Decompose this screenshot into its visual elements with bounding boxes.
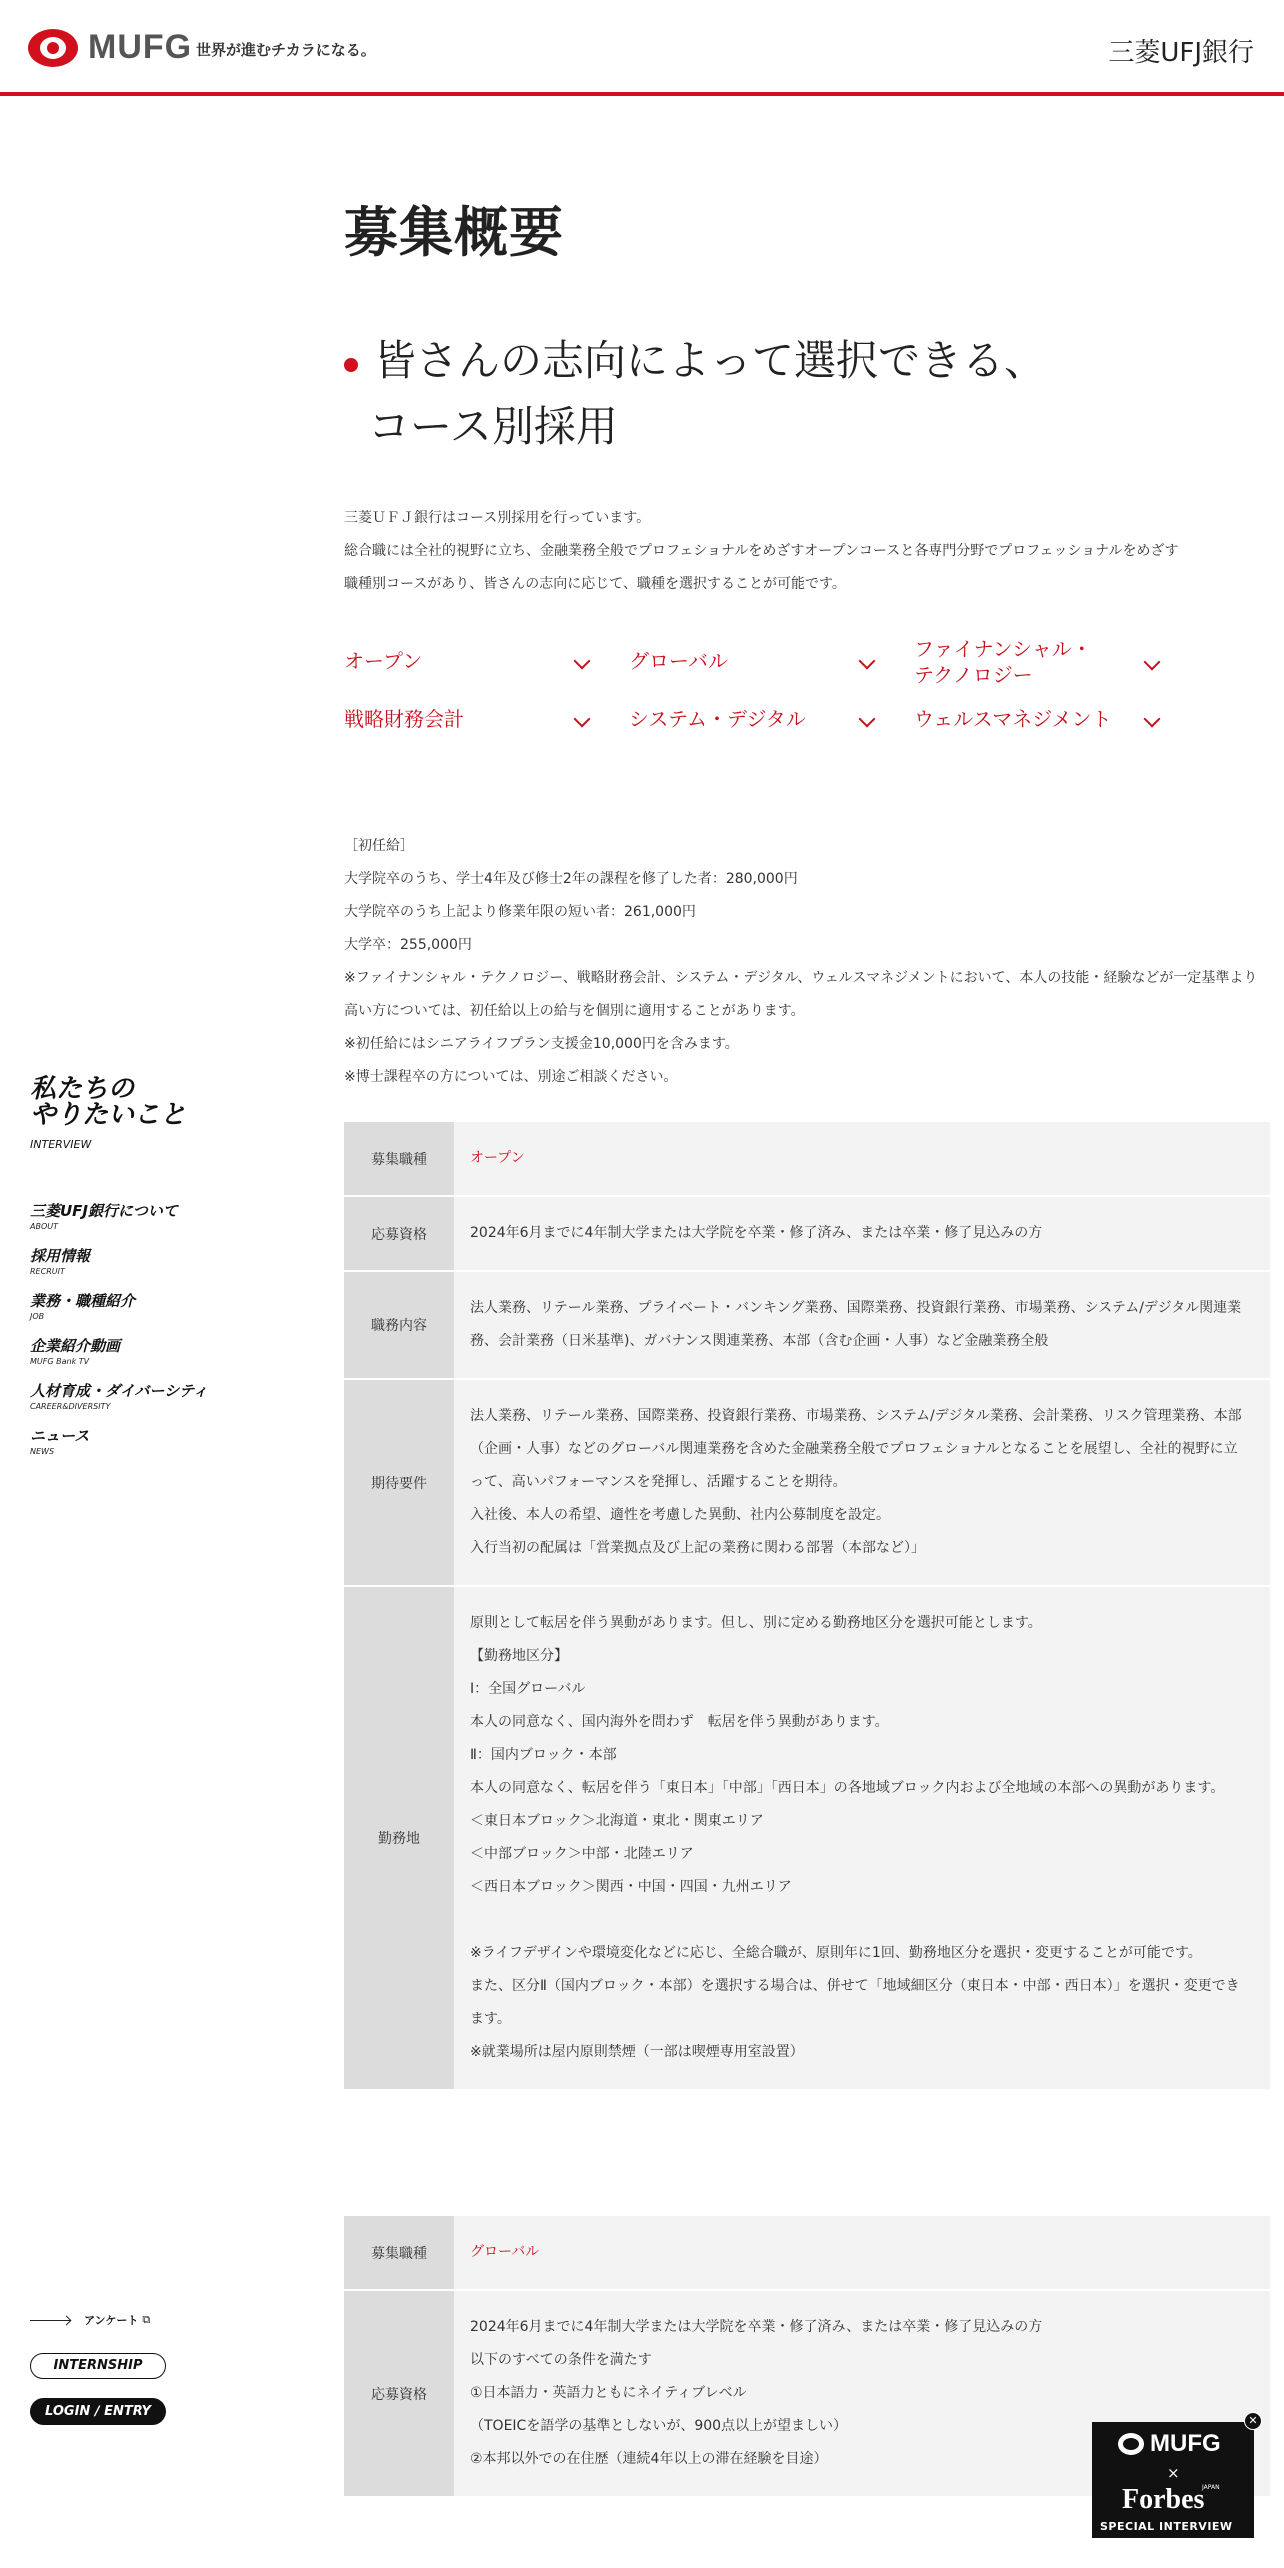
sidebar-item-sublabel: NEWS	[30, 1447, 55, 1456]
table-value-line: グローバル	[470, 2244, 540, 2260]
table-row	[344, 1587, 1270, 2089]
table-value-line	[470, 1904, 1254, 1937]
salary-line: ［初任給］	[344, 838, 414, 854]
table-value-line: 本人の同意なく、転居を伴う「東日本」「中部」「西日本」の各地域ブロック内および全地域の本部への異動があります。	[470, 1780, 1225, 1796]
sidebar-item-label: 三菱UFJ銀行について	[30, 1202, 178, 1220]
sidebar-item-label: 人材育成・ダイバーシティ	[30, 1382, 208, 1400]
table-header-cell: 募集職種	[344, 2216, 454, 2289]
banner-japan: JAPAN	[1202, 2484, 1220, 2491]
table-row	[344, 1380, 1270, 1587]
course-label: オープン	[344, 649, 423, 673]
banner-mufg-logo	[1118, 2430, 1221, 2458]
sidebar-item-recruit[interactable]	[30, 1245, 208, 1276]
sidebar-item-sublabel: CAREER&DIVERSITY	[30, 1402, 111, 1411]
course-link[interactable]	[914, 706, 1164, 732]
table-value-line: Ⅱ：国内ブロック・本部	[470, 1747, 617, 1763]
intro-line: 職種別コースがあり、皆さんの志向に応じて、職種を選択することが可能です。	[344, 576, 846, 592]
site-header	[0, 0, 1284, 96]
table-value-cell	[454, 1380, 1270, 1585]
course-link[interactable]	[914, 636, 1164, 688]
forbes-interview-banner[interactable]	[1092, 2422, 1254, 2538]
sidebar-item-mufg-bank-tv[interactable]	[30, 1335, 208, 1366]
table-value-line: 2024年6月までに4年制大学または大学院を卒業・修了済み、または卒業・修了見込みの方	[470, 2319, 1043, 2335]
table-value-line: ※ライフデザインや環境変化などに応じ、全総合職が、原則年に1回、勤務地区分を選択・変更することが可能です。	[470, 1945, 1202, 1961]
table-value-line: ＜西日本ブロック＞関西・中国・四国・九州エリア	[470, 1879, 792, 1895]
chevron-down-icon	[859, 711, 876, 728]
banner-times: ×	[1167, 2464, 1180, 2482]
sidebar-title-line: 私たちの	[30, 1074, 135, 1104]
sidebar-item-sublabel: ABOUT	[30, 1222, 58, 1231]
bullet-dot-icon	[344, 358, 358, 372]
mufg-circle-icon	[1118, 2433, 1144, 2455]
login-entry-button[interactable]: LOGIN ∕ ENTRY	[30, 2398, 166, 2425]
section-title-line-2: コース別採用	[368, 402, 618, 451]
tagline: 世界が進むチカラになる。	[196, 41, 376, 59]
intro-line: 三菱ＵＦＪ銀行はコース別採用を行っています。	[344, 510, 651, 526]
bank-name-link[interactable]: 三菱UFJ銀行	[1108, 38, 1254, 68]
survey-label: アンケート	[84, 2314, 139, 2327]
table-value-line: （企画・人事）などのグローバル関連業務を含めた金融業務全般でプロフェショナルとなることを展望し、全社的視野に立	[470, 1441, 1238, 1457]
table-value-cell	[454, 1587, 1270, 2089]
table-value-cell	[454, 1272, 1270, 1378]
internship-button[interactable]: INTERNSHIP	[30, 2353, 166, 2379]
survey-link[interactable]	[30, 2312, 150, 2328]
banner-mufg-text: MUFG	[1150, 2430, 1221, 2457]
table-value-line: ①日本語力・英語力ともにネイティブレベル	[470, 2385, 747, 2401]
table-value-line: って、高いパフォーマンスを発揮し、活躍することを期待。	[470, 1474, 847, 1490]
salary-line: 高い方については、初任給以上の給与を個別に適用することがあります。	[344, 1003, 805, 1019]
course-link[interactable]	[629, 648, 879, 674]
course-link[interactable]	[629, 706, 879, 732]
salary-line: 大学卒：255,000円	[344, 937, 472, 953]
table-value-line: 以下のすべての条件を満たす	[470, 2352, 652, 2368]
sidebar-title-line: やりたいこと	[30, 1100, 187, 1130]
table-value-line: 務、会計業務（日米基準)、ガバナンス関連業務、本部（含む企画・人事）など金融業務全般	[470, 1333, 1049, 1349]
sidebar-item-sublabel: MUFG Bank TV	[30, 1357, 90, 1366]
sidebar-item-sublabel: RECRUIT	[30, 1267, 65, 1276]
mufg-logo-mark-icon	[28, 29, 78, 67]
table-row	[344, 2216, 1270, 2291]
sidebar-item-job[interactable]	[30, 1290, 208, 1321]
table-value-line: ※就業場所は屋内原則禁煙（一部は喫煙専用室設置）	[470, 2044, 804, 2060]
table-value-line: 原則として転居を伴う異動があります。但し、別に定める勤務地区分を選択可能とします。	[470, 1615, 1042, 1631]
salary-line: ※初任給にはシニアライフプラン支援金10,000円を含みます。	[344, 1036, 739, 1052]
course-link[interactable]	[344, 648, 594, 674]
salary-line: ※ファイナンシャル・テクノロジー、戦略財務会計、システム・デジタル、ウェルスマネジメントにおいて、本人の技能・経験などが一定基準より	[344, 970, 1258, 986]
table-header-cell: 期待要件	[344, 1380, 454, 1585]
table-value-line: ②本邦以外での在住歴（連続4年以上の滞在経験を目途）	[470, 2451, 828, 2467]
table-value-cell[interactable]	[454, 1122, 1270, 1195]
sidebar-item-label: 業務・職種紹介	[30, 1292, 136, 1310]
table-header-cell: 募集職種	[344, 1122, 454, 1195]
sidebar-item-career-diversity[interactable]	[30, 1380, 208, 1411]
table-value-line: 【勤務地区分】	[470, 1648, 568, 1664]
table-value-line: 法人業務、リテール業務、プライベート・バンキング業務、国際業務、投資銀行業務、市場業務、システム/デジタル関連業	[470, 1300, 1242, 1316]
course-label: グローバル	[629, 649, 728, 673]
table-value-cell[interactable]	[454, 2216, 1270, 2289]
table-value-line: また、区分Ⅱ（国内ブロック・本部）を選択する場合は、併せて「地域細区分（東日本・中部・西日本）」を選択・変更でき	[470, 1978, 1240, 1994]
banner-close-button[interactable]: ✕	[1244, 2412, 1262, 2430]
sidebar-title[interactable]	[30, 1076, 190, 1128]
banner-special-label: SPECIAL INTERVIEW	[1100, 2520, 1233, 2533]
starting-salary	[344, 830, 1274, 1094]
table-value-line: オープン	[470, 1150, 525, 1166]
recruit-table-open	[344, 1122, 1270, 2089]
section-title-line-1: 皆さんの志向によって選択できる、	[374, 336, 1047, 385]
table-header-cell: 職務内容	[344, 1272, 454, 1378]
table-value-line: Ⅰ：全国グローバル	[470, 1681, 586, 1697]
course-label: システム・デジタル	[629, 707, 806, 731]
chevron-down-icon	[1144, 654, 1161, 671]
logo-text: MUFG	[88, 28, 193, 66]
table-value-line: ＜東日本ブロック＞北海道・東北・関東エリア	[470, 1813, 764, 1829]
arrow-right-icon	[30, 2320, 70, 2321]
table-value-line: 入社後、本人の希望、適性を考慮した異動、社内公募制度を設定。	[470, 1507, 890, 1523]
sidebar-item-news[interactable]	[30, 1425, 208, 1456]
sidebar-nav	[30, 1200, 208, 1470]
table-row	[344, 1197, 1270, 1272]
intro-text	[344, 502, 1244, 601]
external-link-icon: ⧉	[142, 2313, 151, 2326]
sidebar-item-about[interactable]	[30, 1200, 208, 1231]
course-label: 戦略財務会計	[344, 707, 464, 731]
sidebar-subtitle: INTERVIEW	[30, 1138, 92, 1151]
mufg-logo[interactable]	[28, 28, 192, 67]
table-value-line: 2024年6月までに4年制大学または大学院を卒業・修了済み、または卒業・修了見込みの方	[470, 1225, 1043, 1241]
table-value-line: （TOEICを語学の基準としないが、900点以上が望ましい）	[470, 2418, 848, 2434]
chevron-down-icon	[859, 653, 876, 670]
table-value-line: 本人の同意なく、国内海外を問わず 転居を伴う異動があります。	[470, 1714, 889, 1730]
sidebar-item-label: 企業紹介動画	[30, 1337, 121, 1355]
table-row	[344, 1272, 1270, 1380]
chevron-down-icon	[574, 653, 591, 670]
salary-line: ※博士課程卒の方については、別途ご相談ください。	[344, 1069, 678, 1085]
table-header-cell: 勤務地	[344, 1587, 454, 2089]
salary-line: 大学院卒のうち上記より修業年限の短い者：261,000円	[344, 904, 696, 920]
table-value-line: ます。	[470, 2011, 511, 2027]
section-title	[344, 328, 1244, 460]
table-value-line: ＜中部ブロック＞中部・北陸エリア	[470, 1846, 694, 1862]
chevron-down-icon	[1144, 711, 1161, 728]
sidebar-item-sublabel: JOB	[30, 1312, 45, 1321]
sidebar-item-label: 採用情報	[30, 1247, 91, 1265]
chevron-down-icon	[574, 711, 591, 728]
table-value-cell	[454, 1197, 1270, 1270]
sidebar-item-label: ニュース	[30, 1427, 90, 1445]
intro-line: 総合職には全社的視野に立ち、金融業務全般でプロフェショナルをめざすオープンコースと各専門分野でプロフェッショナルをめざす	[344, 543, 1179, 559]
table-row	[344, 1122, 1270, 1197]
course-label: ウェルスマネジメント	[914, 707, 1112, 731]
table-header-cell: 応募資格	[344, 2291, 454, 2496]
course-link[interactable]	[344, 706, 594, 732]
banner-forbes-logo: Forbes	[1122, 2484, 1205, 2515]
table-header-cell: 応募資格	[344, 1197, 454, 1270]
table-value-line: 入行当初の配属は「営業拠点及び上記の業務に関わる部署（本部など）」	[470, 1540, 925, 1556]
page-title: 募集概要	[344, 201, 564, 264]
course-label: ファイナンシャル・ テクノロジー	[914, 637, 1092, 687]
table-value-line: 法人業務、リテール業務、国際業務、投資銀行業務、市場業務、システム/デジタル業務、会計業務、リスク管理業務、本部	[470, 1408, 1242, 1424]
salary-line: 大学院卒のうち、学士4年及び修士2年の課程を修了した者：280,000円	[344, 871, 798, 887]
